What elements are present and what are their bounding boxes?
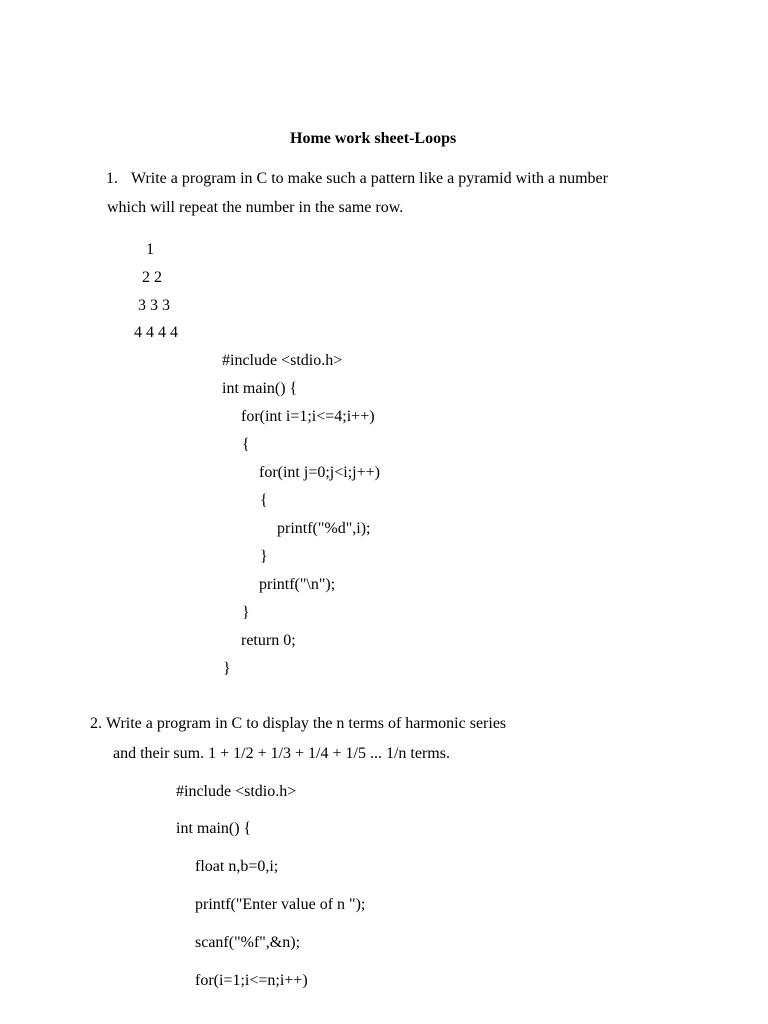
q1-code-line-9: printf("\n");	[259, 576, 336, 593]
q1-text-line1: Write a program in C to make such a pattern like a pyramid with a number	[131, 170, 608, 187]
q1-code-line-8: }	[260, 548, 268, 565]
q1-code-line-7: printf("%d",i);	[277, 520, 371, 537]
pattern-row-2: 2 2	[142, 269, 162, 286]
q2-text-line1: Write a program in C to display the n terms of harmonic series	[106, 715, 507, 732]
pattern-row-3: 3 3 3	[138, 297, 170, 314]
q1-code-line-3: for(int i=1;i<=4;i++)	[241, 408, 375, 425]
q2-text-line2: and their sum. 1 + 1/2 + 1/3 + 1/4 + 1/5 ... 1/n terms.	[113, 745, 450, 762]
q1-code-line-1: #include <stdio.h>	[222, 352, 343, 369]
q2-code-line-3: float n,b=0,i;	[195, 858, 279, 875]
q1-code-line-6: {	[260, 492, 268, 509]
page-title: Home work sheet-Loops	[290, 130, 457, 147]
q1-code-line-2: int main() {	[222, 380, 298, 397]
q2-code-line-5: scanf("%f",&n);	[195, 934, 301, 951]
q1-code-line-5: for(int j=0;j<i;j++)	[259, 464, 380, 481]
q1-number: 1.	[106, 170, 118, 187]
q1-code-line-4: {	[242, 436, 250, 453]
pattern-row-1: 1	[146, 241, 154, 258]
pattern-row-4: 4 4 4 4	[134, 324, 178, 341]
q2-code-line-6: for(i=1;i<=n;i++)	[195, 972, 308, 989]
q2-code-line-1: #include <stdio.h>	[176, 783, 297, 800]
q1-text-line2: which will repeat the number in the same row.	[107, 199, 404, 216]
q1-code-line-12: }	[223, 660, 231, 677]
q2-code-line-2: int main() {	[176, 820, 252, 837]
q2-code-line-4: printf("Enter value of n ");	[195, 896, 366, 913]
q1-code-line-11: return 0;	[241, 632, 296, 649]
q2-number: 2.	[90, 715, 102, 732]
q1-code-line-10: }	[242, 604, 250, 621]
